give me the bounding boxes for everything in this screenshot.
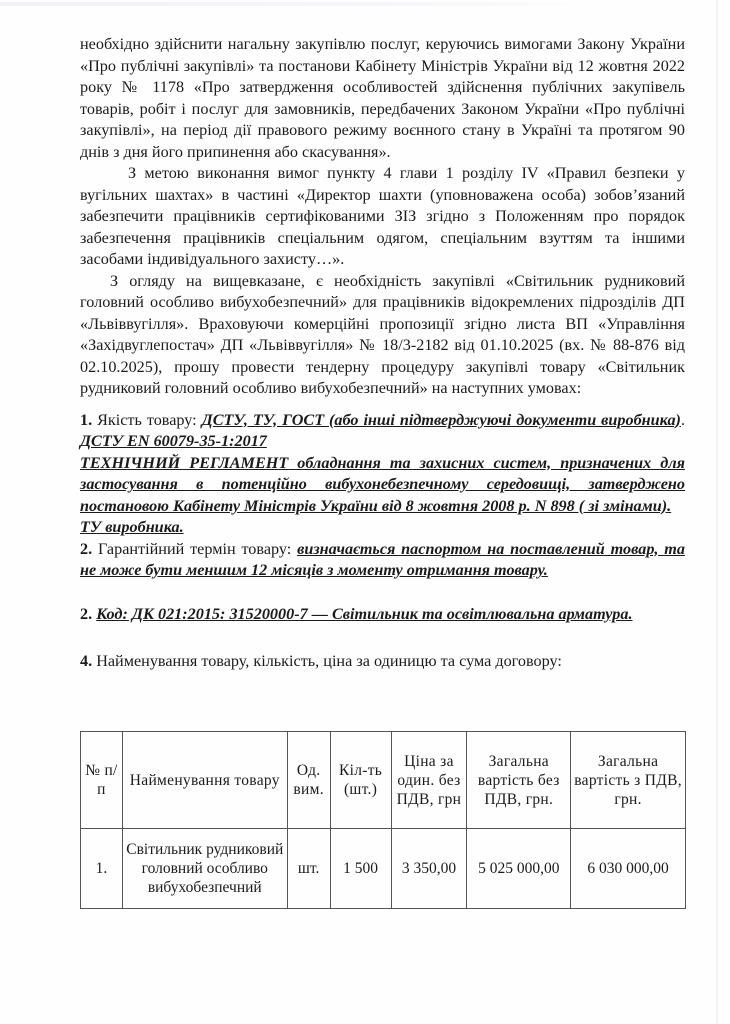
condition-table-intro	[80, 651, 685, 673]
header-unit-price: Ціна за один. без ПДВ, грн	[391, 732, 467, 829]
condition-number: 1.	[80, 410, 93, 429]
cell-no: 1.	[81, 829, 123, 909]
header-total-with-vat: Загальна вартість з ПДВ, грн.	[571, 732, 686, 829]
scan-edge	[716, 0, 718, 1024]
cell-total-no-vat: 5 025 000,00	[467, 829, 571, 909]
table-header-row	[81, 732, 686, 829]
condition-label: Гарантійний термін товару:	[92, 539, 298, 558]
spacer	[80, 625, 685, 651]
condition-code	[80, 604, 685, 626]
manufacturer-spec: ТУ виробника.	[80, 518, 184, 536]
table-row	[81, 829, 686, 909]
condition-warranty	[80, 539, 685, 582]
paragraph-legal-basis: необхідно здійснити нагальну закупівлю послуг, керуючись вимогами Закону України «Про публічні закупівлі» та постанови Кабінету Міністрів України від 12 жовтня 2022 року № 1178 «Про затвердження особливостей здійснення публічних закупівель товарів, робіт і послуг для замовників, передбачених Законом України «Про публічні закупівлі», на період дії правового режиму воєнного стану в Україні та протягом 90 днів з дня його припинення або скасування».	[80, 35, 685, 161]
cell-qty: 1 500	[330, 829, 391, 909]
cell-total-with-vat: 6 030 000,00	[571, 829, 686, 909]
paragraph-safety-rules: З метою виконання вимог пункту 4 глави 1 розділу IV «Правил безпеки у вугільних шахтах» в частині «Директор шахти (уповноважена особа) зобов’язаний забезпечити працівників сертифікованими ЗІЗ згідно з Положенням про порядок забезпечення працівників спеціальним одягом, спеціальним взуттям та іншими засобами індивідуального захисту…».	[80, 164, 685, 268]
cell-name: Світильник рудниковий головний особливо вибухобезпечний	[122, 829, 287, 909]
condition-number: 2.	[80, 604, 93, 623]
quality-standards: ДСТУ, ТУ, ГОСТ (або інші підтверджуючі документи виробника)	[201, 410, 681, 429]
condition-number: 4.	[80, 652, 93, 670]
regulation-title: ТЕХНІЧНИЙ РЕГЛАМЕНТ	[80, 453, 289, 472]
document-body	[80, 34, 685, 673]
quality-dstu-en: ДСТУ EN 60079-35-1:2017	[80, 432, 267, 450]
header-qty: Кіл-ть (шт.)	[330, 732, 391, 829]
cell-unit: шт.	[287, 829, 330, 909]
header-name: Найменування товару	[122, 732, 287, 829]
condition-quality	[80, 410, 685, 453]
condition-label: Якість товару:	[92, 410, 202, 429]
cell-unit-price: 3 350,00	[391, 829, 467, 909]
scan-artifact	[0, 2, 590, 6]
warranty-value: визначається паспортом на поставлений товар, та не може бути меншим 12 місяців з моменту отримання товару.	[80, 539, 685, 579]
condition-label: Найменування товару, кількість, ціна за одиницю та сума договору:	[92, 652, 562, 670]
spacer	[80, 582, 685, 604]
header-total-no-vat: Загальна вартість без ПДВ, грн.	[467, 732, 571, 829]
header-no: № п/п	[81, 732, 123, 829]
header-unit: Од. вим.	[287, 732, 330, 829]
paragraph-request: З огляду на вищевказане, є необхідність закупівлі «Світильник рудниковий головний особливо вибухобезпечний» для працівників відокремлених підрозділів ДП «Львіввугілля». Враховуючи комерційні пропозиції згідно листа ВП «Управління «Західвуглепостач» ДП «Львіввугілля» № 18/3-2182 від 01.10.2025 (вх. № 88-876 від 02.10.2025), прошу провести тендерну процедуру закупівлі товару «Світильник рудниковий головний особливо вибухобезпечний» на наступних умовах:	[80, 271, 685, 397]
condition-manufacturer-spec	[80, 517, 685, 539]
condition-regulation	[80, 453, 685, 518]
regulation-text: обладнання та захисних систем, призначених для застосування в потенційно вибухонебезпечному середовищі, затверджено постановою Кабінету Міністрів України від 8 жовтня 2008 р. N 898 ( зі змінами).	[80, 453, 685, 515]
spacer	[80, 400, 685, 410]
goods-table	[80, 731, 686, 909]
condition-number: 2.	[80, 539, 93, 558]
code-value: Код: ДК 021:2015: 31520000-7 — Світильник та освітлювальна арматура.	[96, 604, 633, 623]
separator: .	[680, 410, 685, 429]
